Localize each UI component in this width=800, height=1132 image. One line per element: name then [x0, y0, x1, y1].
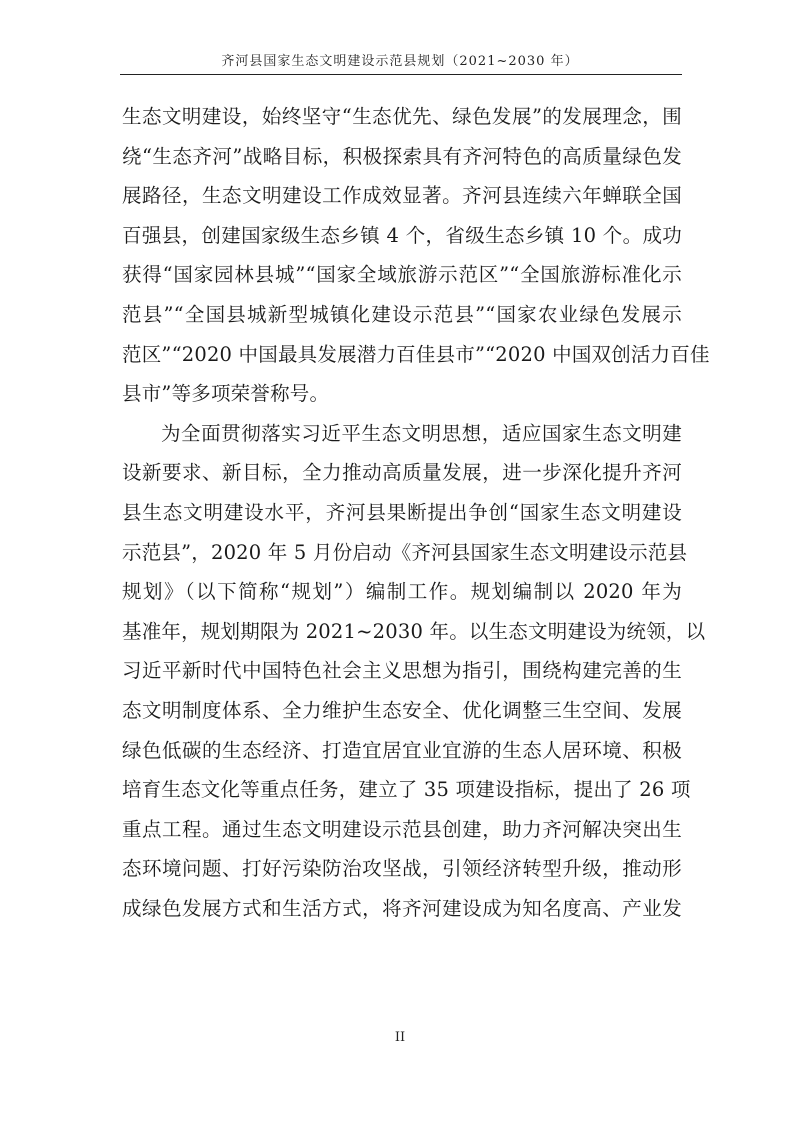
text-line: 重点工程。通过生态文明建设示范县创建，助力齐河解决突出生: [122, 817, 682, 841]
text-line: 培育生态文化等重点任务，建立了 35 项建设指标，提出了 26 项: [122, 778, 691, 802]
text-line: 生态文明建设，始终坚守“生态优先、绿色发展”的发展理念，围: [122, 105, 682, 128]
text-line: 范区”“2020 中国最具发展潜力百佳县市”“2020 中国双创活力百佳: [122, 342, 710, 366]
text-line: 示范县”，2020 年 5 月份启动《齐河县国家生态文明建设示范县: [122, 540, 688, 564]
text-line: 范县”“全国县城新型城镇化建设示范县”“国家农业绿色发展示: [122, 302, 682, 326]
paragraph-1: [122, 97, 710, 414]
text-line: 获得“国家园林县城”“国家全域旅游示范区”“全国旅游标准化示: [122, 263, 682, 287]
text-line: 规划》（以下简称“规划”）编制工作。规划编制以 2020 年为: [122, 580, 682, 604]
running-header: 齐河县国家生态文明建设示范县规划（2021~2030 年）: [221, 54, 579, 69]
text-line: 绿色低碳的生态经济、打造宜居宜业宜游的生态人居环境、积极: [122, 738, 682, 762]
text-line: 为全面贯彻落实习近平生态文明思想，适应国家生态文明建: [161, 421, 682, 445]
page-number: II: [394, 1030, 406, 1045]
text-line: 态文明制度体系、全力维护生态安全、优化调整三生空间、发展: [122, 698, 682, 722]
text-line: 成绿色发展方式和生活方式，将齐河建设成为知名度高、产业发: [122, 896, 682, 920]
body-text: [122, 97, 710, 928]
paragraph-2: [122, 414, 706, 929]
text-line: 习近平新时代中国特色社会主义思想为指引，围绕构建完善的生: [122, 659, 682, 683]
text-line: 绕“生态齐河”战略目标，积极探索具有齐河特色的高质量绿色发: [122, 144, 682, 168]
text-line: 态环境问题、打好污染防治攻坚战，引领经济转型升级，推动形: [122, 857, 682, 881]
text-line: 百强县，创建国家级生态乡镇 4 个，省级生态乡镇 10 个。成功: [122, 223, 682, 247]
header-rule: [120, 74, 682, 75]
text-line: 展路径，生态文明建设工作成效显著。齐河县连续六年蝉联全国: [122, 184, 682, 208]
text-line: 县生态文明建设水平，齐河县果断提出争创“国家生态文明建设: [122, 500, 682, 524]
text-line: 基准年，规划期限为 2021~2030 年。以生态文明建设为统领，以: [122, 619, 706, 643]
text-line: 县市”等多项荣誉称号。: [122, 382, 330, 406]
text-line: 设新要求、新目标，全力推动高质量发展，进一步深化提升齐河: [122, 461, 682, 485]
